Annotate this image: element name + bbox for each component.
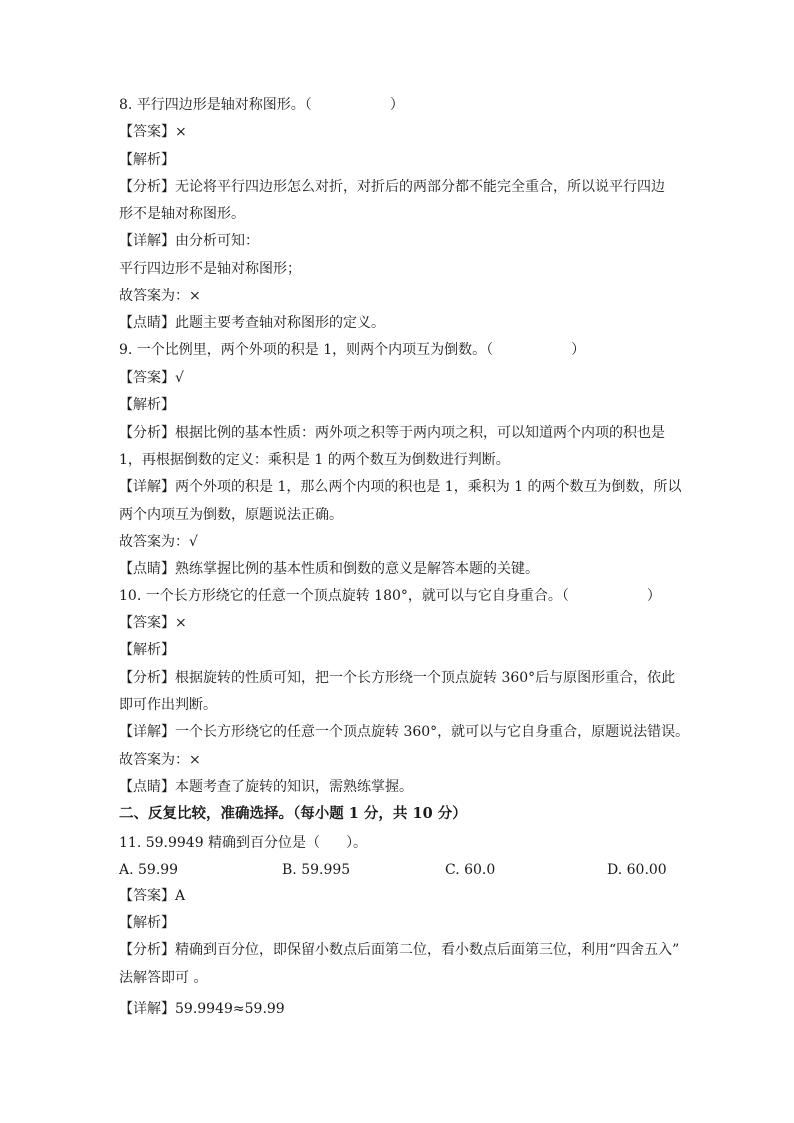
q11-fenxi-line-1: 【分析】精确到百分位，即保留小数点后面第二位，看小数点后面第三位，利用“四舍五入”	[119, 942, 680, 958]
q9-xiangjie-line-1: 【详解】两个外项的积是 1，那么两个内项的积也是 1，乘积为 1 的两个数互为倒数，所以	[119, 479, 682, 495]
q10-fenxi-line-1: 【分析】根据旋转的性质可知，把一个长方形绕一个顶点旋转 360°后与原图形重合，依此	[119, 670, 676, 686]
q11-analysis-label: 【解析】	[119, 915, 175, 931]
q9-fenxi-line-2: 1，再根据倒数的定义：乘积是 1 的两个数互为倒数进行判断。	[119, 452, 510, 468]
q9-final-answer: 故答案为：√	[119, 534, 198, 550]
q11-fenxi-line-2: 法解答即可 。	[119, 970, 208, 986]
q8-xiangjie: 【详解】由分析可知：	[119, 233, 259, 249]
q10-fenxi-line-2: 即可作出判断。	[119, 697, 217, 713]
q9-dianjing: 【点睛】熟练掌握比例的基本性质和倒数的意义是解答本题的关键。	[119, 561, 539, 577]
q8-final-answer: 故答案为：×	[119, 288, 201, 304]
q11-option-b: B. 59.995	[282, 862, 351, 878]
q10-answer: 【答案】×	[119, 615, 187, 631]
q8-dianjing: 【点睛】此题主要考查轴对称图形的定义。	[119, 315, 385, 331]
q11-option-a: A. 59.99	[119, 862, 179, 878]
q8-fenxi-line-1: 【分析】无论将平行四边形怎么对折，对折后的两部分都不能完全重合，所以说平行四边	[119, 179, 665, 195]
q10-analysis-label: 【解析】	[119, 642, 175, 658]
q9-xiangjie-line-2: 两个内项互为倒数，原题说法正确。	[119, 507, 343, 523]
q11-xiangjie: 【详解】59.9949≈59.99	[119, 1001, 285, 1017]
q8-stem: 8. 平行四边形是轴对称图形。（ ）	[119, 97, 404, 113]
q8-analysis-label: 【解析】	[119, 152, 175, 168]
q10-stem: 10. 一个长方形绕它的任意一个顶点旋转 180°，就可以与它自身重合。（ ）	[119, 588, 661, 604]
q11-option-c: C. 60.0	[445, 862, 496, 878]
section-2-title: 二、反复比较，准确选择。（每小题 1 分，共 10 分）	[119, 805, 467, 822]
q9-analysis-label: 【解析】	[119, 397, 175, 413]
q9-answer: 【答案】√	[119, 370, 184, 386]
q10-dianjing: 【点睛】本题考查了旋转的知识，需熟练掌握。	[119, 779, 413, 795]
q9-stem: 9. 一个比例里，两个外项的积是 1，则两个内项互为倒数。（ ）	[119, 342, 586, 358]
q10-final-answer: 故答案为：×	[119, 752, 201, 768]
q8-detail: 平行四边形不是轴对称图形；	[119, 261, 301, 277]
q11-answer: 【答案】A	[119, 888, 186, 904]
q8-answer: 【答案】×	[119, 124, 187, 140]
q9-fenxi-line-1: 【分析】根据比例的基本性质：两外项之积等于两内项之积，可以知道两个内项的积也是	[119, 425, 665, 441]
q10-xiangjie: 【详解】一个长方形绕它的任意一个顶点旋转 360°，就可以与它自身重合，原题说法错误。	[119, 724, 690, 740]
q11-stem: 11. 59.9949 精确到百分位是（ ）。	[119, 835, 368, 851]
q11-option-d: D. 60.00	[607, 862, 667, 878]
q8-fenxi-line-2: 形不是轴对称图形。	[119, 206, 245, 222]
